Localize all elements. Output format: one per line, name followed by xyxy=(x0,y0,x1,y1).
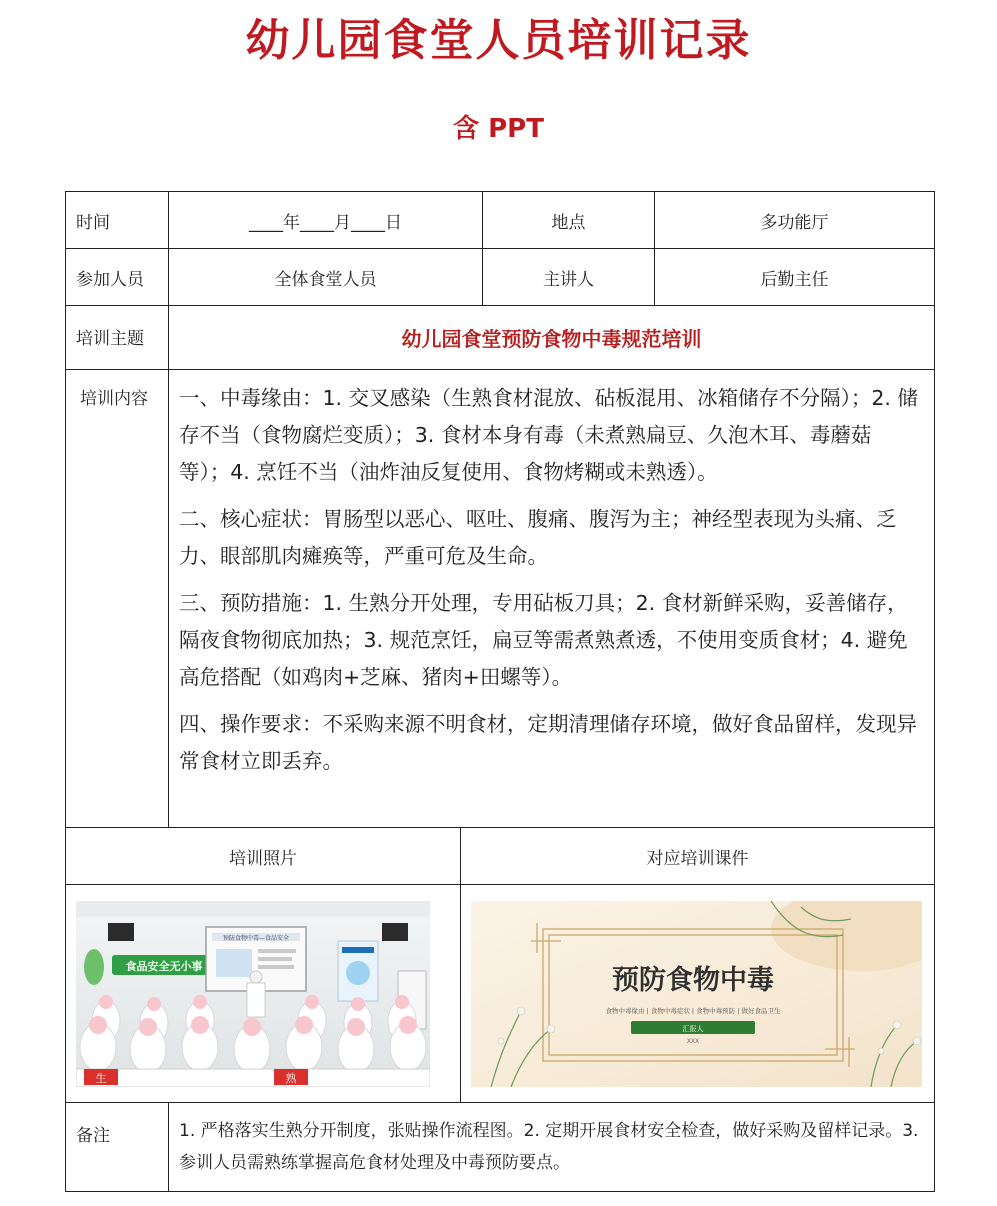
page-subtitle: 含 PPT xyxy=(453,114,544,144)
screen-text: 预防食物中毒—食品安全 xyxy=(222,934,290,942)
speaker-right xyxy=(382,923,408,941)
remark-value: 1. 严格落实生熟分开制度，张贴操作流程图。2. 定期开展食材安全检查，做好采购及留样记录。3. 参训人员需熟练掌握高危食材处理及中毒预防要点。 xyxy=(169,1103,935,1192)
slide-presenter-name: XXX xyxy=(686,1037,700,1045)
content-paragraph-4: 四、操作要求：不采购来源不明食材，定期清理储存环境，做好食品留样，发现异常食材立即丢弃。 xyxy=(179,712,917,773)
speaker-value: 后勤主任 xyxy=(655,249,935,306)
content-body xyxy=(169,370,935,828)
content-paragraph-2: 二、核心症状：胃肠型以恶心、呕吐、腹痛、腹泻为主；神经型表现为头痛、乏力、眼部肌肉瘫痪等，严重可危及生命。 xyxy=(179,507,897,568)
wall-sign-text: 食品安全无小事 xyxy=(125,959,203,973)
slide-subtitle: 食物中毒缘由 | 食物中毒症状 | 食物中毒预防 | 做好食品卫生 xyxy=(605,1006,781,1015)
place-value: 多功能厅 xyxy=(655,192,935,249)
training-record-table xyxy=(65,191,935,1192)
photo-label: 培训照片 xyxy=(66,828,461,885)
speaker-label: 主讲人 xyxy=(483,249,655,306)
time-label: 时间 xyxy=(66,192,169,249)
row-content xyxy=(66,370,935,828)
speaker-left xyxy=(108,923,134,941)
topic-label: 培训主题 xyxy=(66,306,169,370)
row-time-place xyxy=(66,192,935,249)
row-topic xyxy=(66,306,935,370)
presenter xyxy=(247,983,265,1017)
training-photo xyxy=(76,901,430,1087)
courseware-label: 对应培训课件 xyxy=(461,828,935,885)
row-media xyxy=(66,885,935,1103)
participants-value: 全体食堂人员 xyxy=(169,249,483,306)
row-remark xyxy=(66,1103,935,1192)
courseware-slide xyxy=(471,901,922,1087)
content-paragraph-1: 一、中毒缘由：1. 交叉感染（生熟食材混放、砧板混用、冰箱储存不分隔）；2. 储存不当（食物腐烂变质）；3. 食材本身有毒（未煮熟扁豆、久泡木耳、毒蘑菇等）；4. 烹饪不当（油炸油反复使用、食物烤糊或未熟透）。 xyxy=(179,386,918,484)
wall-tree-decoration xyxy=(84,949,104,985)
page-title: 幼儿园食堂人员培训记录 xyxy=(245,15,752,66)
front-table xyxy=(76,1069,430,1087)
participants-label: 参加人员 xyxy=(66,249,169,306)
time-value: ____年____月____日 xyxy=(169,192,483,249)
table-sign-raw-text: 生 xyxy=(95,1071,107,1085)
table-sign-cooked-text: 熟 xyxy=(285,1071,297,1085)
content-label: 培训内容 xyxy=(66,370,169,828)
topic-value: 幼儿园食堂预防食物中毒规范培训 xyxy=(169,306,935,370)
row-participants-speaker xyxy=(66,249,935,306)
slide-title: 预防食物中毒 xyxy=(612,964,774,996)
place-label: 地点 xyxy=(483,192,655,249)
content-paragraph-3: 三、预防措施：1. 生熟分开处理，专用砧板刀具；2. 食材新鲜采购，妥善储存，隔夜食物彻底加热；3. 规范烹饪，扁豆等需煮熟煮透，不使用变质食材；4. 避免高危搭配（如鸡肉+芝麻、猪肉+田螺等）。 xyxy=(179,591,908,689)
slide-presenter-text: 汇报人 xyxy=(682,1024,704,1033)
photo-cell xyxy=(66,885,461,1103)
row-media-headers xyxy=(66,828,935,885)
courseware-cell xyxy=(461,885,935,1103)
remark-label: 备注 xyxy=(66,1103,169,1192)
